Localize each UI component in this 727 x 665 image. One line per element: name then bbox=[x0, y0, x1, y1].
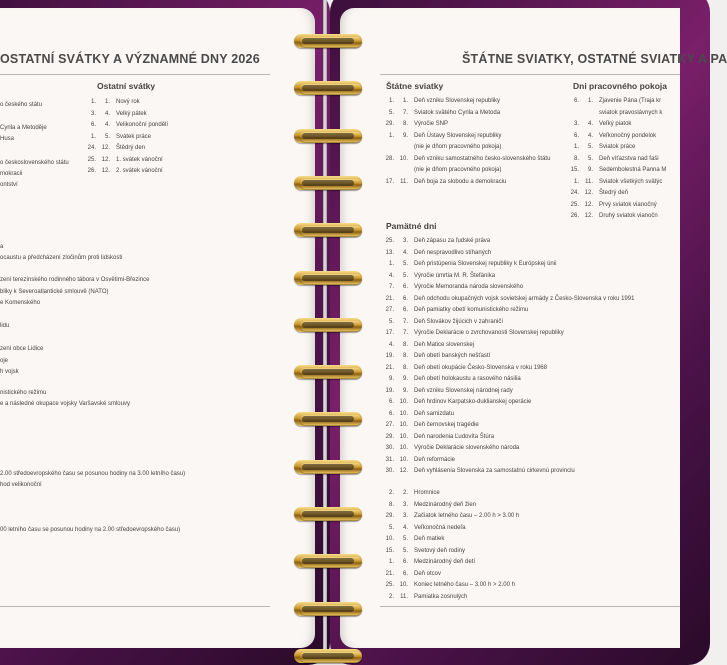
entry-name: Výročie SNP bbox=[414, 121, 449, 127]
list-item bbox=[380, 328, 564, 340]
list-item bbox=[565, 108, 662, 120]
cut-off-entry: bliky k Severoatlantické smlouvě (NATO) bbox=[0, 289, 109, 295]
cut-off-entry: e Komenského bbox=[0, 300, 41, 306]
entry-name: Výročie Memoranda národa slovenského bbox=[414, 284, 524, 290]
list-item bbox=[380, 374, 521, 386]
entry-month: 10. bbox=[399, 433, 408, 440]
list-item bbox=[380, 351, 490, 363]
entry-month: 7. bbox=[402, 330, 408, 336]
list-item bbox=[380, 236, 490, 248]
entry-day: 1. bbox=[573, 144, 579, 150]
entry-month: 8. bbox=[402, 121, 408, 127]
entry-name: Deň reformácie bbox=[414, 456, 456, 463]
entry-month: 12. bbox=[584, 213, 593, 219]
entry-day: 2. bbox=[388, 490, 394, 496]
entry-day: 9. bbox=[388, 376, 394, 382]
entry-month: 6. bbox=[402, 307, 408, 313]
entry-day: 3. bbox=[90, 110, 96, 117]
entry-month: 5. bbox=[402, 272, 408, 279]
entry-name: Zjavenie Pána (Traja kr bbox=[599, 98, 662, 104]
binding-ring bbox=[292, 600, 368, 618]
list-item bbox=[380, 282, 523, 294]
entry-day: 5. bbox=[388, 524, 394, 531]
cut-off-entry: oje bbox=[0, 358, 9, 364]
list-item bbox=[82, 120, 168, 132]
list-item bbox=[380, 546, 465, 558]
entry-day: 17. bbox=[385, 178, 394, 185]
entry-month: 10. bbox=[399, 582, 408, 588]
entry-day: 5. bbox=[388, 109, 394, 116]
entry-month: 10. bbox=[399, 399, 408, 405]
list-item bbox=[380, 420, 479, 432]
spiral-binding bbox=[292, 0, 368, 655]
bottom-rule bbox=[0, 606, 270, 607]
ostatni-svatky-heading: Ostatní svátky bbox=[97, 81, 156, 91]
entry-name: Deň černovskej tragédie bbox=[414, 422, 479, 428]
entry-name: Sviatok všetkých svätýc bbox=[599, 178, 663, 185]
entry-name: Deň obetí okupácie Česko-Slovenska v roku 1968 bbox=[414, 364, 548, 371]
list-item bbox=[565, 200, 657, 212]
entry-name: Prvý sviatok vianočný bbox=[599, 201, 657, 208]
binding-ring bbox=[292, 269, 368, 287]
title-rule bbox=[0, 74, 270, 75]
list-item bbox=[380, 409, 454, 421]
pamatne-dni-heading: Pamätné dni bbox=[386, 221, 437, 231]
entry-name: Medzinárodný deň žien bbox=[414, 501, 477, 508]
entry-month: 9. bbox=[402, 376, 408, 382]
entry-month: 5. bbox=[402, 261, 408, 267]
entry-month: 1. bbox=[402, 98, 408, 104]
entry-name: Deň narodenia Ľudovíta Štúra bbox=[414, 433, 495, 440]
binding-ring bbox=[292, 410, 368, 428]
list-item bbox=[82, 132, 151, 144]
binding-ring bbox=[292, 127, 368, 145]
entry-name: Koniec letného času – 3.00 h > 2.00 h bbox=[414, 582, 515, 588]
entry-day: 29. bbox=[385, 433, 394, 440]
entry-name: Deň matiek bbox=[414, 536, 445, 542]
entry-month: 4. bbox=[587, 132, 593, 139]
entry-month: 4. bbox=[402, 524, 408, 531]
list-item bbox=[380, 259, 556, 271]
binding-ring bbox=[292, 363, 368, 381]
entry-name: 2. svátek vánoční bbox=[116, 168, 163, 174]
cut-off-entry: e a následné okupace vojsky Varšavské smlouvy bbox=[0, 401, 130, 407]
entry-day: 1. bbox=[388, 559, 394, 565]
entry-name: Veľký piatok bbox=[599, 121, 632, 127]
cut-off-entry: 2.00 středoevropského času se posunou hodiny na 3.00 letního času) bbox=[0, 471, 186, 477]
cut-off-entry: nistického režimu bbox=[0, 390, 47, 396]
entry-name: Pamiatka zosnulých bbox=[414, 593, 468, 600]
entry-day: 21. bbox=[385, 570, 394, 577]
list-item bbox=[565, 188, 628, 200]
entry-day: 30. bbox=[385, 445, 394, 451]
entry-day: 29. bbox=[385, 513, 394, 519]
entry-month: 10. bbox=[399, 456, 408, 463]
entry-day: 5. bbox=[388, 318, 394, 325]
entry-day: 19. bbox=[385, 387, 394, 394]
entry-month: 12. bbox=[584, 190, 593, 196]
entry-month: 11. bbox=[400, 178, 408, 185]
cut-off-entry: a bbox=[0, 244, 4, 250]
cut-off-entry: zení obce Lidice bbox=[0, 346, 44, 352]
entry-month: 6. bbox=[402, 284, 408, 290]
right-page bbox=[340, 8, 727, 648]
entry-day: 25. bbox=[385, 238, 394, 244]
list-item bbox=[380, 455, 455, 467]
list-item bbox=[380, 248, 491, 260]
entry-month: 4. bbox=[587, 121, 593, 127]
entry-month: 12. bbox=[399, 468, 408, 474]
list-item bbox=[380, 363, 547, 375]
entry-name: Sviatok práce bbox=[599, 144, 636, 150]
list-item bbox=[380, 443, 519, 455]
list-item bbox=[380, 271, 495, 283]
cut-off-entry: o českého státu bbox=[0, 102, 43, 108]
binding-ring bbox=[292, 32, 368, 50]
entry-name: Veľkonočná nedeľa bbox=[414, 524, 466, 531]
list-item bbox=[380, 131, 501, 143]
right-page-title: ŠTÁTNE SVIATKY, OSTATNÉ SVIATKY A PA bbox=[462, 52, 727, 66]
list-item bbox=[380, 397, 531, 409]
entry-name: Výročie Deklarácie slovenského národa bbox=[414, 445, 520, 451]
entry-month: 11. bbox=[400, 593, 408, 600]
entry-day: 4. bbox=[388, 272, 394, 279]
entry-day: 30. bbox=[385, 468, 394, 474]
list-item bbox=[380, 534, 444, 546]
entry-name: Deň vzniku samostatného česko-slovenského štátu bbox=[414, 155, 551, 162]
entry-month: 11. bbox=[585, 178, 593, 185]
binding-ring bbox=[292, 221, 368, 239]
cut-off-entry: Cyrila a Metoděje bbox=[0, 125, 47, 131]
entry-day: 31. bbox=[385, 456, 394, 463]
list-item bbox=[380, 165, 501, 177]
entry-name: Sedembolestná Panna M bbox=[599, 167, 667, 173]
entry-month: 5. bbox=[402, 547, 408, 554]
entry-day: 26. bbox=[87, 168, 96, 174]
list-item bbox=[565, 177, 662, 189]
list-item bbox=[82, 155, 163, 167]
entry-day: 27. bbox=[385, 422, 394, 428]
entry-name: Deň odchodu okupačných vojsk sovietskej armády z Česko-Slovenska v roku 1991 bbox=[414, 295, 635, 302]
entry-day: 6. bbox=[388, 410, 394, 417]
entry-day: 6. bbox=[573, 132, 579, 139]
entry-month: 2. bbox=[402, 490, 408, 496]
cut-off-entry: o československého státu bbox=[0, 160, 69, 166]
entry-name: Štedrý deň bbox=[599, 190, 629, 196]
entry-name: Deň nespravodlivo stíhaných bbox=[414, 249, 492, 256]
entry-day: 10. bbox=[385, 536, 394, 542]
entry-month: 7. bbox=[402, 318, 408, 325]
list-item bbox=[82, 143, 145, 155]
entry-day: 1. bbox=[573, 178, 579, 185]
list-item bbox=[380, 569, 441, 581]
entry-day: 26. bbox=[570, 213, 579, 219]
statne-sviatky-heading: Štátne sviatky bbox=[386, 81, 444, 91]
entry-name: Veľkonočný pondelok bbox=[599, 132, 657, 139]
list-item bbox=[380, 386, 513, 398]
list-item bbox=[380, 96, 500, 108]
entry-month: 6. bbox=[402, 295, 408, 302]
entry-month: 12. bbox=[101, 145, 110, 151]
entry-month: 5. bbox=[587, 144, 593, 150]
entry-month: 12. bbox=[101, 156, 110, 163]
list-item bbox=[380, 557, 475, 569]
entry-month: 8. bbox=[402, 353, 408, 359]
entry-day: 13. bbox=[385, 249, 394, 256]
cut-off-entry: h vojsk bbox=[0, 369, 19, 375]
binding-ring bbox=[292, 647, 368, 665]
left-page-title: OSTATNÍ SVÁTKY A VÝZNAMNÉ DNY 2026 bbox=[0, 52, 260, 66]
entry-name: Druhý sviatok vianočn bbox=[599, 213, 658, 219]
binding-ring bbox=[292, 458, 368, 476]
cut-off-entry: lidu bbox=[0, 323, 10, 329]
entry-month: 10. bbox=[399, 422, 408, 428]
list-item bbox=[565, 154, 659, 166]
entry-day: 1. bbox=[388, 132, 394, 139]
list-item bbox=[380, 154, 550, 166]
entry-name: Začiatok letného času – 2.00 h > 3.00 h bbox=[414, 513, 520, 519]
entry-day: 1. bbox=[388, 261, 394, 267]
entry-name: Velikonoční pondělí bbox=[116, 122, 169, 128]
entry-name: Výročie Deklarácie o zvrchovanosti Slovenskej republiky bbox=[414, 330, 564, 336]
entry-day: 6. bbox=[90, 122, 96, 128]
binding-ring bbox=[292, 174, 368, 192]
list-item bbox=[565, 211, 658, 223]
list-item bbox=[380, 305, 528, 317]
entry-month: 6. bbox=[402, 559, 408, 565]
entry-month: 10. bbox=[399, 155, 408, 162]
entry-month: 5. bbox=[587, 155, 593, 162]
entry-day: 6. bbox=[573, 98, 579, 104]
entry-name: Deň zápasu za ľudské práva bbox=[414, 238, 491, 244]
list-item bbox=[565, 119, 631, 131]
entry-name: Svátek práce bbox=[116, 133, 152, 140]
entry-month: 9. bbox=[587, 167, 593, 173]
entry-day: 28. bbox=[385, 155, 394, 162]
list-item bbox=[82, 166, 163, 178]
binding-ring bbox=[292, 505, 368, 523]
list-item bbox=[565, 142, 635, 154]
entry-name: Deň vzniku Slovenskej národnej rady bbox=[414, 387, 513, 394]
list-item bbox=[380, 580, 515, 592]
entry-day: 8. bbox=[573, 155, 579, 162]
binding-ring bbox=[292, 316, 368, 334]
entry-month: 3. bbox=[402, 238, 408, 244]
entry-day: 7. bbox=[388, 284, 394, 290]
entry-month: 10. bbox=[399, 445, 408, 451]
cut-off-entry: mokracii bbox=[0, 171, 23, 177]
entry-month: 8. bbox=[402, 364, 408, 371]
entry-day: 24. bbox=[87, 145, 96, 151]
list-item bbox=[380, 511, 519, 523]
entry-name: Velký pátek bbox=[116, 110, 147, 117]
list-item bbox=[380, 317, 503, 329]
cut-off-entry: zení terezínského rodinného tábora v Osvětimi-Březince bbox=[0, 277, 150, 283]
binding-ring bbox=[292, 552, 368, 570]
cut-off-entry: hod velikonoční bbox=[0, 482, 42, 488]
entry-name: Deň Ústavy Slovenskej republiky bbox=[414, 132, 502, 139]
entry-name: Deň Slovákov žijúcich v zahraničí bbox=[414, 318, 504, 325]
entry-day: 25. bbox=[570, 201, 579, 208]
list-item bbox=[380, 108, 500, 120]
entry-day: 29. bbox=[385, 121, 394, 127]
cut-off-entry: ontství bbox=[0, 182, 18, 188]
entry-day: 1. bbox=[90, 99, 96, 105]
entry-name: Deň obetí holokaustu a rasového násilia bbox=[414, 376, 521, 382]
entry-day: 1. bbox=[90, 133, 96, 140]
entry-day: 6. bbox=[388, 399, 394, 405]
list-item bbox=[380, 177, 506, 189]
entry-month: 4. bbox=[402, 249, 408, 256]
entry-month: 1. bbox=[587, 98, 593, 104]
entry-month: 6. bbox=[402, 570, 408, 577]
cut-off-entry: 00 letního času se posunou hodiny na 2.00 středoevropského času) bbox=[0, 527, 181, 533]
entry-name: Nový rok bbox=[116, 99, 140, 105]
cut-off-entry: ocaustu a předcházení zločinům proti lidskosti bbox=[0, 255, 123, 261]
bottom-rule bbox=[380, 606, 680, 607]
list-item bbox=[82, 97, 140, 109]
entry-name: 1. svátek vánoční bbox=[116, 156, 163, 163]
entry-day: 19. bbox=[385, 353, 394, 359]
entry-day: 15. bbox=[570, 167, 579, 173]
entry-day: 27. bbox=[385, 307, 394, 313]
entry-month: 5. bbox=[402, 536, 408, 542]
entry-month: 8. bbox=[402, 341, 408, 348]
entry-name: Sviatok svätého Cyrila a Metoda bbox=[414, 109, 501, 116]
left-page bbox=[0, 8, 315, 648]
entry-name: Deň boja za slobodu a demokraciu bbox=[414, 178, 507, 185]
entry-day: 4. bbox=[388, 341, 394, 348]
entry-name: Deň víťazstva nad faši bbox=[599, 155, 659, 162]
entry-name: Deň pamiatky obetí komunistického režimu bbox=[414, 307, 529, 313]
list-item bbox=[380, 488, 440, 500]
list-item bbox=[565, 165, 666, 177]
entry-month: 9. bbox=[402, 132, 408, 139]
entry-name: Výročie úmrtia M. R. Štefánika bbox=[414, 272, 496, 279]
list-item bbox=[82, 109, 147, 121]
entry-name: Deň vyhlásenia Slovenska za samostatnú cirkevnú provinciu bbox=[414, 468, 575, 474]
entry-month: 12. bbox=[101, 168, 110, 174]
entry-month: 10. bbox=[399, 410, 408, 417]
list-item bbox=[380, 500, 476, 512]
entry-month: 3. bbox=[402, 513, 408, 519]
binding-ring bbox=[292, 79, 368, 97]
entry-month: 4. bbox=[104, 110, 110, 117]
list-item bbox=[380, 432, 494, 444]
entry-name: Deň samizdatu bbox=[414, 410, 455, 417]
entry-month: 12. bbox=[584, 201, 593, 208]
entry-name: Deň obetí banských nešťastí bbox=[414, 353, 491, 359]
entry-day: 21. bbox=[385, 295, 394, 302]
title-rule bbox=[380, 74, 680, 75]
list-item bbox=[380, 523, 466, 535]
entry-day: 25. bbox=[87, 156, 96, 163]
entry-month: 1. bbox=[104, 99, 110, 105]
list-item bbox=[380, 592, 467, 604]
entry-day: 15. bbox=[385, 547, 394, 554]
entry-name: Hromnice bbox=[414, 490, 440, 496]
entry-day: 2. bbox=[388, 593, 394, 600]
entry-name: Deň hrdinov Karpatsko-duklianskej operácie bbox=[414, 399, 532, 405]
entry-name: sviatok pravoslávnych k bbox=[599, 109, 663, 116]
entry-name: Deň vzniku Slovenskej republiky bbox=[414, 98, 501, 104]
entry-month: 3. bbox=[402, 501, 408, 508]
entry-month: 4. bbox=[104, 122, 110, 128]
entry-month: 7. bbox=[402, 109, 408, 116]
entry-name: Deň otcov bbox=[414, 570, 442, 577]
list-item bbox=[380, 142, 501, 154]
entry-name: Deň Matice slovenskej bbox=[414, 341, 475, 348]
list-item bbox=[565, 131, 656, 143]
entry-name: (nie je dňom pracovného pokoja) bbox=[414, 144, 502, 150]
entry-day: 3. bbox=[573, 121, 579, 127]
entry-day: 21. bbox=[385, 364, 394, 371]
dni-pracovneho-pokoja-heading: Dni pracovného pokoja bbox=[573, 81, 667, 91]
entry-month: 9. bbox=[402, 387, 408, 394]
entry-day: 1. bbox=[388, 98, 394, 104]
entry-name: Medzinárodný deň detí bbox=[414, 559, 476, 565]
entry-day: 17. bbox=[385, 330, 394, 336]
entry-day: 25. bbox=[385, 582, 394, 588]
entry-name: Svetový deň rodiny bbox=[414, 547, 466, 554]
cut-off-entry: Husa bbox=[0, 136, 15, 142]
entry-day: 8. bbox=[388, 501, 394, 508]
entry-name: Štědrý den bbox=[116, 145, 146, 151]
entry-name: Deň pristúpenia Slovenskej republiky k Európskej únii bbox=[414, 261, 557, 267]
list-item bbox=[380, 294, 634, 306]
entry-day: 24. bbox=[570, 190, 579, 196]
entry-name: (nie je dňom pracovného pokoja) bbox=[414, 167, 502, 173]
list-item bbox=[565, 96, 661, 108]
list-item bbox=[380, 340, 474, 352]
list-item bbox=[380, 119, 448, 131]
list-item bbox=[380, 466, 575, 478]
entry-month: 5. bbox=[104, 133, 110, 140]
